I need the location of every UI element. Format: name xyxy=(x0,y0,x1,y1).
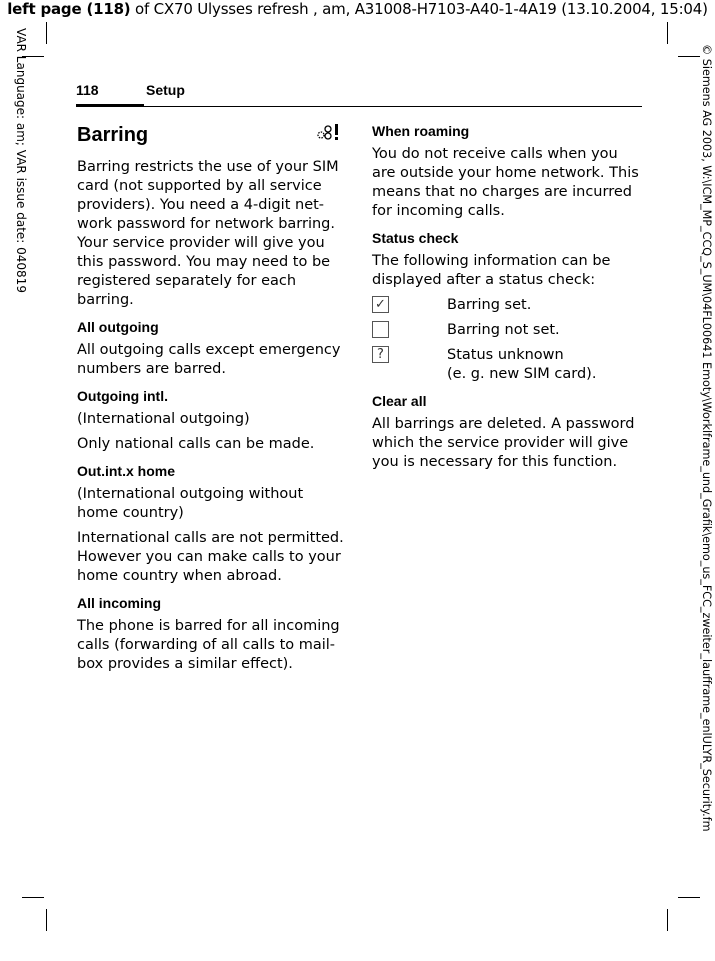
outgoing-intl-heading: Outgoing intl. xyxy=(77,388,168,404)
crop-mark xyxy=(46,909,47,931)
page-number: 118 xyxy=(76,82,99,98)
crop-mark xyxy=(678,56,700,57)
status-row xyxy=(372,346,640,384)
right-margin-note: © Siemens AG 2003, W:\ICM_MP_CCQ_S_UM\04FL00641 Emoty\Worklframe_und_Grafik\emo_us_FCC_zweiter_laufframe_enlULYR_Security.fm xyxy=(700,44,713,832)
roaming-heading: When roaming xyxy=(372,123,470,139)
page-title xyxy=(77,122,345,148)
clear-all-heading: Clear all xyxy=(372,393,427,409)
status-label: Status unknown (e. g. new SIM card). xyxy=(447,347,597,382)
crop-mark xyxy=(22,897,44,898)
intro-paragraph: Barring restricts the use of your SIM card (not supported by all service providers). You need a 4-digit net-work password for network barring. Your service provider will give you this password. You may need to be registered separately for each barring. xyxy=(77,159,339,308)
outintx-text: International calls are not permitted. However you can make calls to your home country when abroad. xyxy=(77,530,344,584)
title-text: Barring xyxy=(77,124,149,146)
status-list xyxy=(372,296,640,384)
status-label: Barring not set. xyxy=(447,322,560,338)
all-outgoing-text: All outgoing calls except emergency numbers are barred. xyxy=(77,342,341,377)
network-warning-icon xyxy=(315,122,341,148)
right-column xyxy=(372,122,640,478)
crop-mark xyxy=(667,22,668,44)
all-incoming-heading: All incoming xyxy=(77,595,161,611)
outintx-heading: Out.int.x home xyxy=(77,463,175,479)
left-column xyxy=(77,122,345,680)
left-margin-note: VAR Language: am; VAR issue date: 040819 xyxy=(14,28,28,293)
outgoing-intl-text: Only national calls can be made. xyxy=(77,436,315,452)
all-outgoing-heading: All outgoing xyxy=(77,319,159,335)
crop-mark xyxy=(667,909,668,931)
print-job-header: left page (118) of CX70 Ulysses refresh , am, A31008-H7103-A40-1-4A19 (13.10.2004, 15:04) xyxy=(7,0,708,18)
status-label: Barring set. xyxy=(447,297,532,313)
status-text: The following information can be displayed after a status check: xyxy=(372,253,611,288)
roaming-text: You do not receive calls when you are outside your home network. This means that no charges are incurred for incoming calls. xyxy=(372,146,639,219)
header-rule-accent xyxy=(76,104,144,107)
status-row xyxy=(372,296,640,315)
section-title: Setup xyxy=(146,82,185,98)
crop-mark xyxy=(46,22,47,44)
status-row xyxy=(372,321,640,340)
outintx-note: (International outgoing without home country) xyxy=(77,486,304,521)
outgoing-intl-note: (International outgoing) xyxy=(77,411,250,427)
crop-mark xyxy=(678,897,700,898)
check-box-icon: ✓ xyxy=(372,296,389,313)
all-incoming-text: The phone is barred for all incoming calls (forwarding of all calls to mail-box provides a similar effect). xyxy=(77,618,340,672)
clear-all-text: All barrings are deleted. A password which the service provider will give you is necessary for this function. xyxy=(372,416,635,470)
question-box-icon: ? xyxy=(372,346,389,363)
status-heading: Status check xyxy=(372,230,459,246)
empty-box-icon xyxy=(372,321,389,338)
header-rule xyxy=(76,106,642,107)
